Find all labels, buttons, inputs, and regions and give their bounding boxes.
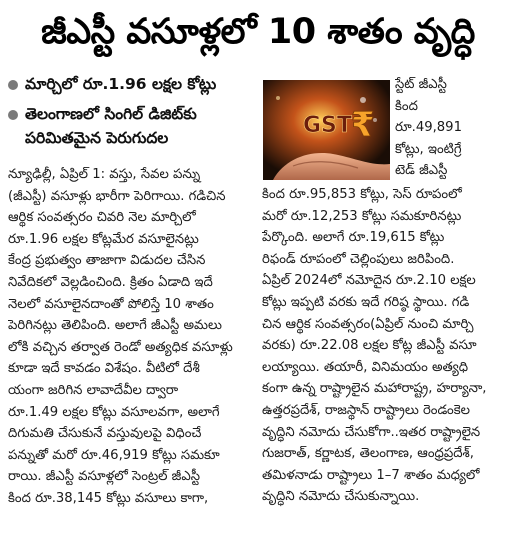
article-line: దిగుమతి చేసుకునే వస్తువులపై విధించే <box>8 426 202 442</box>
article-line: ఉత్తరప్రదేశ్, రాజస్థాన్ రాష్ట్రాలు రెండంకెల <box>262 402 470 418</box>
bullet-text: తెలంగాణలో సింగిల్ డిజిట్‌కు <box>25 105 197 123</box>
article-line: రూ.1.49 లక్షల కోట్లు వసూలవగా, అలాగే <box>8 404 220 420</box>
article-line: నివేదికలో వెల్లడించింది. క్రితం ఏడాది ఇదే <box>8 274 213 290</box>
article-line: యంగా జరిగిన లావాదేవీల ద్వారా <box>8 382 179 398</box>
article-line: తమిళనాడు రాష్ట్రాలు 1–7 శాతం మధ్యలో <box>262 467 480 483</box>
article-column-right-bottom <box>262 184 510 508</box>
article-line: కింద రూ.38,145 కోట్లు వసూలు కాగా, <box>8 490 209 506</box>
gst-photo <box>263 80 390 180</box>
article-line: స్టేట్ జీఎస్టీ <box>395 77 447 92</box>
article-line: పన్నుతో మరో రూ.46,919 కోట్లు సమకూ <box>8 447 220 463</box>
article-line: గుజరాత్, కర్ణాటక, తెలంగాణ, ఆంధ్రప్రదేశ్, <box>262 446 474 462</box>
bullet-icon <box>8 110 18 120</box>
article-line: రూ.49,891 <box>395 120 462 136</box>
article-line: వరకు) రూ.22.08 లక్షల కోట్ల జీఎస్టీ వసూ <box>262 338 477 354</box>
article-line: రిఫండ్ రూపంలో చెల్లింపులు జరిపింది. <box>262 251 455 267</box>
article-column-left <box>8 164 256 510</box>
bullet-text-continued: పరిమితమైన పెరుగుదల <box>25 129 169 147</box>
bullet-points <box>6 72 261 150</box>
article-line: పేర్కొంది. అలాగే రూ.19,615 కోట్లు <box>262 230 445 246</box>
article-line: న్యూఢిల్లీ, ఏప్రిల్ 1: వస్తు, సేవల పన్ను <box>8 167 201 182</box>
article-line: లోకి వచ్చిన తర్వాత రెండో అత్యధిక వసూళ్లు <box>8 339 233 355</box>
article-line: చిన ఆర్థిక సంవత్సరం(ఏప్రిల్ నుంచి మార్చి <box>262 316 474 332</box>
article-column-right-top <box>395 74 509 182</box>
rupee-symbol: ₹ <box>351 105 375 145</box>
article-line: టెడ్ జీఎస్టీ <box>395 163 448 179</box>
article-line: కోట్లు ఇప్పటి వరకు ఇదే గరిష్ఠ స్థాయి. గడి <box>262 294 470 310</box>
article-line: రూ.1.96 లక్షల కోట్లమేర వసూలైనట్లు <box>8 231 199 247</box>
bullet-text: మార్చిలో రూ.1.96 లక్షల కోట్లు <box>25 75 217 93</box>
article-line: వృద్ధిని నమోదు చేసుకున్నాయి. <box>262 489 420 505</box>
article-line: కంగా ఉన్న రాష్ట్రాలైన మహారాష్ట్ర, హర్యానా, <box>262 381 487 397</box>
article-line: పెరిగినట్లు తెలిపింది. అలాగే జీఎస్టీ అమలు <box>8 318 222 334</box>
article-line: కోట్లు, ఇంటిగ్రే <box>395 141 462 157</box>
gst-illustration <box>263 80 390 180</box>
article-line: (జీఎస్టీ) వసూళ్లు భారీగా పెరిగాయి. గడిచిన <box>8 188 226 204</box>
bullet-icon <box>8 80 18 90</box>
article-line: నెలలో వసూలైనదాంతో పోలిస్తే 10 శాతం <box>8 296 214 312</box>
article-line: కింద <box>395 98 418 114</box>
article-line: కేంద్ర ప్రభుత్వం తాజాగా విడుదల చేసిన <box>8 253 206 269</box>
bullet-item <box>6 102 261 126</box>
article-line: లయ్యాయి. తయారీ, వినిమయం అత్యధి <box>262 359 469 375</box>
article-line: కింద రూ.95,853 కోట్లు, సెస్ రూపంలో <box>262 187 462 202</box>
article-line: ఆర్థిక సంవత్సరం చివరి నెల మార్చిలో <box>8 210 196 226</box>
article-line: కూడా ఇదే కావడం విశేషం. వీటిలో దేశీ <box>8 361 200 377</box>
gst-logo-text: GST <box>303 113 352 138</box>
bullet-item <box>6 72 261 96</box>
article-line: మరో రూ.12,253 కోట్లు సమకూరినట్లు <box>262 208 462 224</box>
headline: జీఎస్టీ వసూళ్లలో 10 శాతం వృద్ధి <box>41 12 475 52</box>
article-line: ఏప్రిల్ 2024లో నమోదైన రూ.2.10 లక్షల <box>262 273 476 289</box>
article-line: వృద్ధిని నమోదు చేసుకోగా..ఇతర రాష్ట్రాలైన <box>262 424 481 440</box>
article-line: రాయి. జీఎస్టీ వసూళ్లలో సెంట్రల్ జీఎస్టీ <box>8 469 200 485</box>
